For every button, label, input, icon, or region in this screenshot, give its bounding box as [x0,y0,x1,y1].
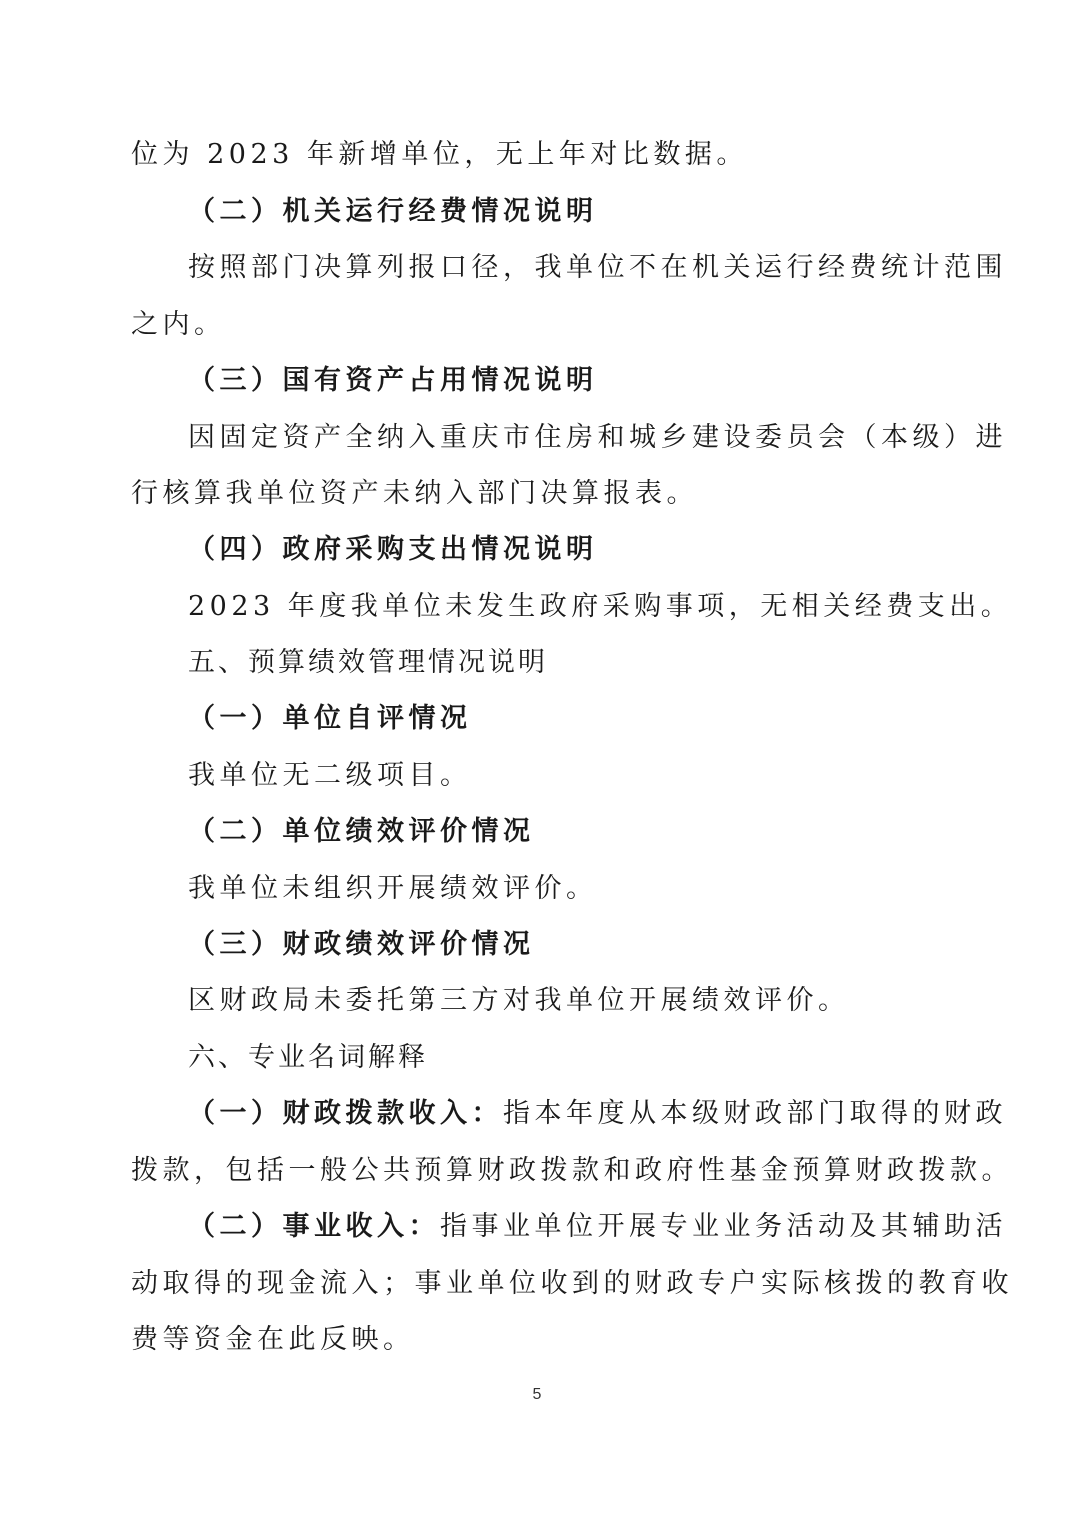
paragraph-line: 行核算我单位资产未纳入部门决算报表。 [131,478,698,509]
term-definition-line [188,1094,1007,1134]
paragraph-line: 我单位未组织开展绩效评价。 [188,873,598,904]
paragraph-line: 我单位无二级项目。 [188,760,472,791]
paragraph-line: 之内。 [131,309,226,340]
paragraph-line: 费等资金在此反映。 [131,1324,415,1355]
section-heading: 五、预算绩效管理情况说明 [188,647,548,678]
paragraph-line: 位为 2023 年新增单位，无上年对比数据。 [131,139,748,170]
paragraph-line: 因固定资产全纳入重庆市住房和城乡建设委员会（本级）进 [188,422,1007,453]
term-text: 指事业单位开展专业业务活动及其辅助活 [440,1211,1007,1242]
term-text: 指本年度从本级财政部门取得的财政 [503,1098,1007,1129]
paragraph-line: 拨款，包括一般公共预算财政拨款和政府性基金预算财政拨款。 [131,1155,1013,1186]
subsection-heading: （二）机关运行经费情况说明 [188,196,598,227]
section-heading: 六、专业名词解释 [188,1042,428,1073]
subsection-heading: （三）国有资产占用情况说明 [188,365,598,396]
term-label: （一）财政拨款收入： [188,1098,503,1129]
subsection-heading: （一）单位自评情况 [188,703,472,734]
term-definition-line [188,1207,1007,1247]
paragraph-line: 按照部门决算列报口径，我单位不在机关运行经费统计范围 [188,252,1007,283]
subsection-heading: （四）政府采购支出情况说明 [188,534,598,565]
subsection-heading: （三）财政绩效评价情况 [188,929,535,960]
page-number: 5 [532,1386,542,1403]
paragraph-line: 2023 年度我单位未发生政府采购事项，无相关经费支出。 [188,591,1013,622]
term-label: （二）事业收入： [188,1211,440,1242]
paragraph-line: 区财政局未委托第三方对我单位开展绩效评价。 [188,985,850,1016]
subsection-heading: （二）单位绩效评价情况 [188,816,535,847]
paragraph-line: 动取得的现金流入；事业单位收到的财政专户实际核拨的教育收 [131,1268,1013,1299]
